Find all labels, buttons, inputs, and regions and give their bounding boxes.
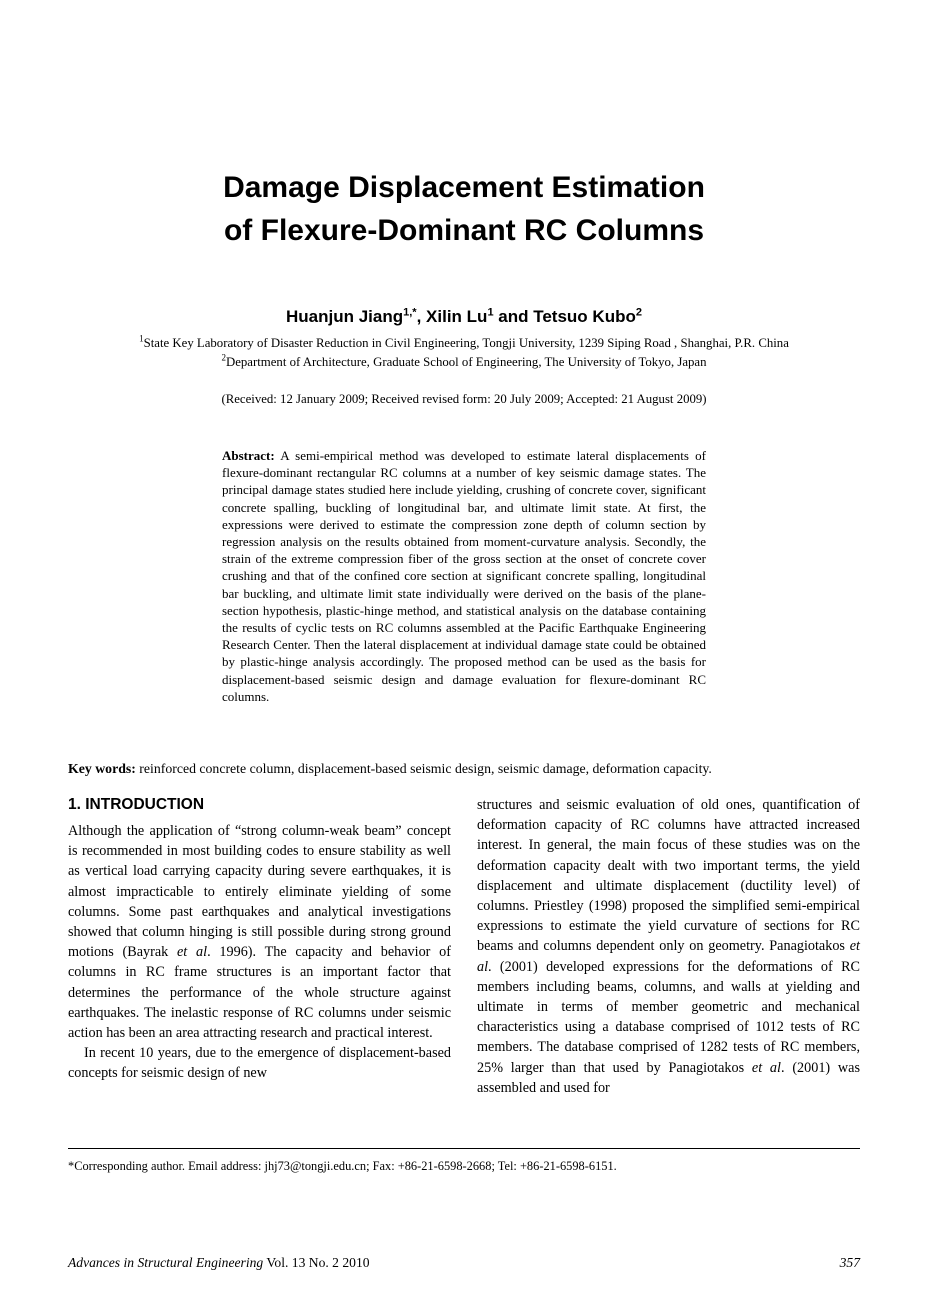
title-line-2: of Flexure-Dominant RC Columns xyxy=(223,214,704,247)
affiliation-1-text: State Key Laboratory of Disaster Reduction in Civil Engineering, Tongji University, 1239 Siping Road , Shanghai, P.R. China xyxy=(143,336,789,350)
abstract-text: A semi-empirical method was developed to estimate lateral displacements of flexure-dominant rectangular RC columns at a number of key seismic damage states. The principal damage states studied here include yielding, crushing of concrete cover, significant concrete spalling, buckling of longitudinal bar, and ultimate limit state. At first, the expressions were derived to estimate the compression zone depth of column section by regression analysis on the results obtained from moment-curvature analysis. Secondly, the strain of the extreme compression fiber of the gross section at the onset of concrete cover crushing and that of the confined core section at significant concrete spalling, longitudinal bar buckling, and ultimate limit state individually were derived on the basis of the plane-section hypothesis, plastic-hinge method, and statistical analysis on the database containing the results of cyclic tests on RC columns assembled at the Pacific Earthquake Engineering Research Center. Then the lateral displacement at individual damage state could be obtained by plastic-hinge analysis accordingly. The proposed method can be used as the basis for displacement-based seismic design and damage evaluation for flexure-dominant RC columns. xyxy=(222,448,706,704)
keywords-line xyxy=(68,759,860,779)
authors-line xyxy=(68,306,860,328)
abstract-label: Abstract: xyxy=(222,448,275,463)
intro-paragraph-2: In recent 10 years, due to the emergence of displacement-based concepts for seismic design of new xyxy=(68,1045,451,1082)
page-number: 357 xyxy=(839,1255,860,1270)
affiliations xyxy=(68,334,860,372)
paper-title xyxy=(68,0,860,252)
author-name-1: Huanjun Jiang xyxy=(286,307,404,326)
keywords-label: Key words: xyxy=(68,761,136,777)
journal-name: Advances in Structural Engineering xyxy=(68,1255,264,1270)
intro-paragraph-3: structures and seismic evaluation of old ones, quantification of deformation capacity of RC columns have attracted increased interest. In general, the main focus of these studies was on the deformation capacity dealt with two important terms, the yield displacement and ultimate displacement (ductility level) of columns. Priestley (1998) proposed the simplified semi-empirical expressions to estimate the yield curvature of sections for RC beams and columns dependent only on geometry. Panagiotakos et al. (2001) developed expressions for the deformations of RC members including beams, columns, and walls at yielding and ultimate in terms of member geometric and mechanical characteristics using a database comprised of 1012 tests of RC members. The database comprised of 1282 tests of RC members, 25% larger than that used by Panagiotakos et al. (2001) was assembled and used for xyxy=(477,797,860,1096)
affiliation-2 xyxy=(68,353,860,372)
intro-paragraph-1: Although the application of “strong column-weak beam” concept is recommended in most building codes to ensure stability as well as vertical load carrying capacity during severe earthquakes, it is almost impracticable to entirely eliminate yielding of some columns. Some past earthquakes and analytical investigations showed that column hinging is still possible during strong ground motions (Bayrak et al. 1996). The capacity and behavior of columns in RC frame structures is an important factor that determines the performance of the whole structure against earthquakes. The inelastic response of RC columns under seismic action has been an area attracting research and practical interest. xyxy=(68,823,451,1042)
corresponding-author-footnote xyxy=(68,1148,860,1175)
footer-journal-line xyxy=(68,1254,370,1272)
author-superscript-1: 1,* xyxy=(403,306,417,319)
right-column xyxy=(477,795,860,1098)
affiliation-1-superscript: 1 xyxy=(139,333,144,344)
left-column xyxy=(68,795,451,1084)
author-superscript-2: 1 xyxy=(487,306,494,319)
body-columns xyxy=(68,795,860,1098)
affiliation-1 xyxy=(68,334,860,353)
footnote-text: *Corresponding author. Email address: jhj73@tongji.edu.cn; Fax: +86-21-6598-2668; Tel: +86-21-6598-6151. xyxy=(68,1159,617,1173)
author-superscript-3: 2 xyxy=(635,306,642,319)
section-heading-introduction: 1. INTRODUCTION xyxy=(68,796,205,814)
keywords-text: reinforced concrete column, displacement-based seismic design, seismic damage, deformation capacity. xyxy=(139,761,712,777)
title-line-1: Damage Displacement Estimation xyxy=(223,171,705,204)
affiliation-2-text: Department of Architecture, Graduate School of Engineering, The University of Tokyo, Japan xyxy=(225,355,707,369)
received-dates-line: (Received: 12 January 2009; Received revised form: 20 July 2009; Accepted: 21 August 2009) xyxy=(221,392,707,406)
abstract xyxy=(222,447,706,705)
author-name-3: and Tetsuo Kubo xyxy=(493,307,636,326)
affiliation-2-superscript: 2 xyxy=(221,352,226,363)
journal-issue: Vol. 13 No. 2 2010 xyxy=(266,1255,370,1270)
author-name-2: , Xilin Lu xyxy=(416,307,488,326)
page-footer xyxy=(68,1254,860,1272)
